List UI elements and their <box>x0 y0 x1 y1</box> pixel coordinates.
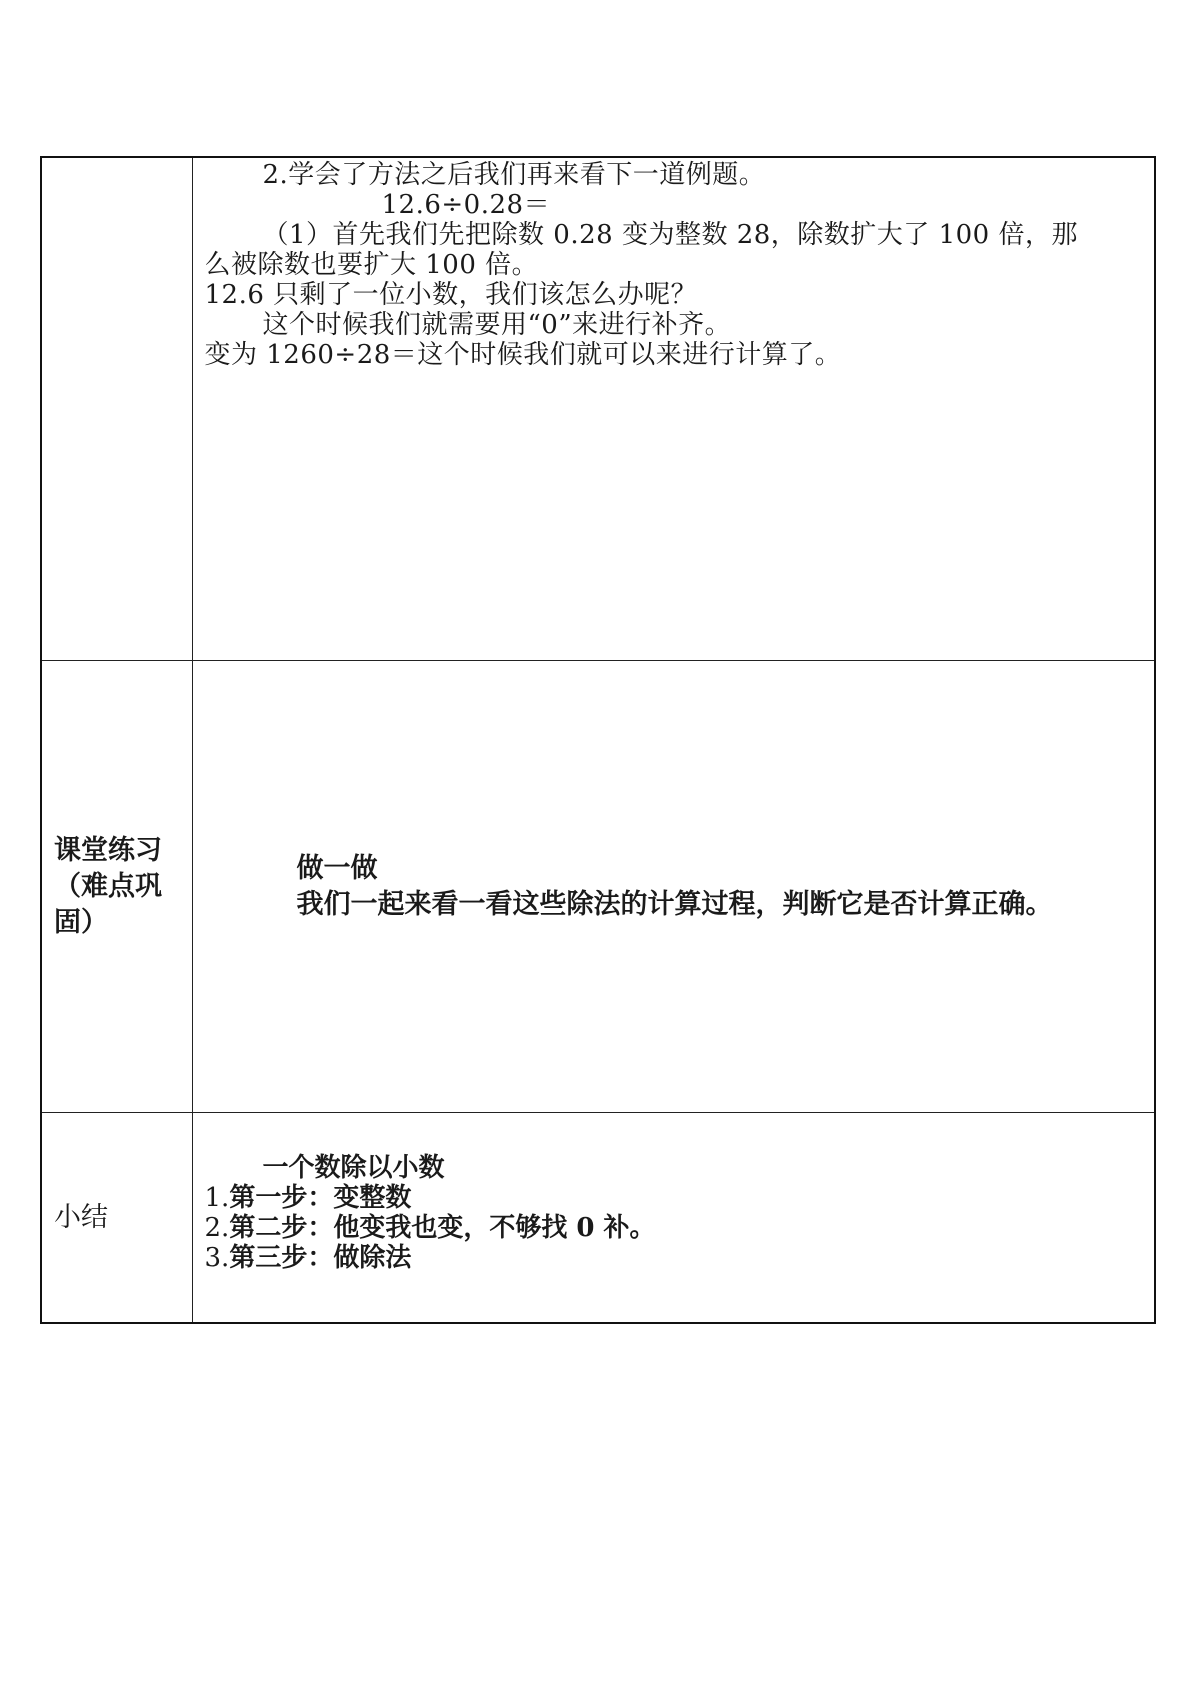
table-row <box>41 157 1155 661</box>
example-intro-line: 2.学会了方法之后我们再来看下一道例题。 <box>262 160 766 190</box>
step-number: 2. <box>204 1212 230 1243</box>
lesson-plan-table <box>40 156 1156 1324</box>
practice-label-cell <box>41 661 192 1113</box>
summary-content-cell <box>192 1113 1155 1324</box>
example-equation: 12.6÷0.28＝ <box>381 190 551 220</box>
example-hint-line: 这个时候我们就需要用“0”来进行补齐。 <box>262 310 732 340</box>
practice-label: 课堂练习（难点巩固） <box>54 834 162 938</box>
practice-content-cell <box>192 661 1155 1113</box>
step-text: 第一步：变整数 <box>229 1182 412 1213</box>
example-step-line-cont: 么被除数也要扩大 100 倍。 <box>204 250 539 280</box>
step-text: 第二步：他变我也变，不够找 0 补。 <box>229 1212 656 1243</box>
summary-title: 一个数除以小数 <box>262 1152 445 1183</box>
step-number: 1. <box>204 1182 230 1213</box>
summary-label: 小结 <box>54 1201 108 1233</box>
example-step-line: （1）首先我们先把除数 0.28 变为整数 28，除数扩大了 100 倍，那 <box>262 220 1078 250</box>
example-content-cell <box>192 157 1155 661</box>
summary-label-cell <box>41 1113 192 1324</box>
summary-step <box>205 1183 1155 1213</box>
table-row <box>41 1113 1155 1324</box>
summary-step <box>205 1243 1155 1273</box>
table-row <box>41 661 1155 1113</box>
practice-instruction: 我们一起来看一看这些除法的计算过程，判断它是否计算正确。 <box>296 888 1053 920</box>
example-result-line: 变为 1260÷28＝这个时候我们就可以来进行计算了。 <box>204 340 842 370</box>
row-label-cell <box>41 157 192 661</box>
example-question-line: 12.6 只剩了一位小数，我们该怎么办呢？ <box>204 280 698 310</box>
practice-heading: 做一做 <box>296 852 378 884</box>
summary-step <box>205 1213 1155 1243</box>
step-number: 3. <box>204 1242 230 1273</box>
step-text: 第三步：做除法 <box>229 1242 412 1273</box>
